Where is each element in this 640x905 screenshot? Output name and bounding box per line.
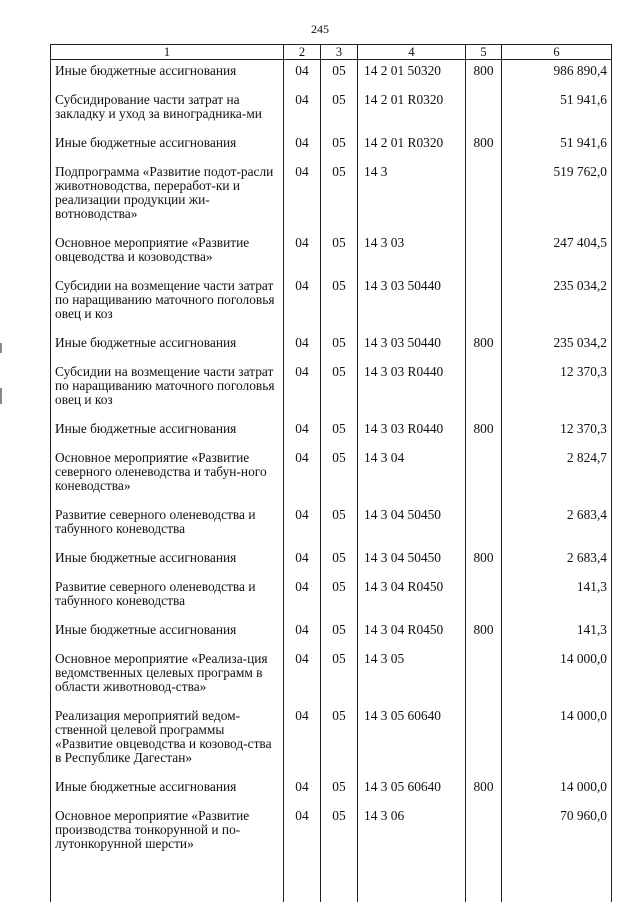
margin-mark xyxy=(0,343,2,353)
cell-expense-type xyxy=(466,365,502,422)
cell-amount: 235 034,2 xyxy=(502,279,612,336)
cell-subsection: 05 xyxy=(321,60,358,94)
cell-amount: 2 683,4 xyxy=(502,508,612,551)
table-row xyxy=(51,551,612,580)
empty-cell xyxy=(321,866,358,902)
cell-target-code: 14 2 01 R0320 xyxy=(358,136,466,165)
table-row xyxy=(51,422,612,451)
cell-subsection: 05 xyxy=(321,365,358,422)
table-row xyxy=(51,580,612,623)
table-row xyxy=(51,165,612,236)
cell-target-code: 14 3 06 xyxy=(358,809,466,866)
cell-section: 04 xyxy=(284,93,321,136)
cell-section: 04 xyxy=(284,365,321,422)
cell-name: Иные бюджетные ассигнования xyxy=(51,60,284,94)
cell-target-code: 14 3 05 60640 xyxy=(358,709,466,780)
cell-section: 04 xyxy=(284,580,321,623)
table-row xyxy=(51,652,612,709)
budget-table xyxy=(50,44,612,902)
table-row xyxy=(51,780,612,809)
table-row xyxy=(51,136,612,165)
cell-name: Субсидирование части затрат на закладку и уход за виноградника-ми xyxy=(51,93,284,136)
cell-amount: 14 000,0 xyxy=(502,652,612,709)
empty-cell xyxy=(502,866,612,902)
cell-amount: 247 404,5 xyxy=(502,236,612,279)
cell-subsection: 05 xyxy=(321,236,358,279)
empty-cell xyxy=(51,866,284,902)
cell-amount: 14 000,0 xyxy=(502,709,612,780)
cell-target-code: 14 2 01 R0320 xyxy=(358,93,466,136)
cell-subsection: 05 xyxy=(321,136,358,165)
cell-name: Иные бюджетные ассигнования xyxy=(51,780,284,809)
cell-name: Основное мероприятие «Реализа-ция ведомственных целевых программ в области животновод-ства» xyxy=(51,652,284,709)
cell-section: 04 xyxy=(284,809,321,866)
cell-expense-type xyxy=(466,279,502,336)
table-row xyxy=(51,451,612,508)
table-row-spacer xyxy=(51,866,612,902)
cell-name: Иные бюджетные ассигнования xyxy=(51,422,284,451)
col-header-6: 6 xyxy=(502,45,612,60)
cell-target-code: 14 3 05 xyxy=(358,652,466,709)
cell-subsection: 05 xyxy=(321,809,358,866)
cell-target-code: 14 3 03 R0440 xyxy=(358,422,466,451)
cell-target-code: 14 3 04 R0450 xyxy=(358,623,466,652)
cell-subsection: 05 xyxy=(321,551,358,580)
cell-section: 04 xyxy=(284,279,321,336)
cell-section: 04 xyxy=(284,780,321,809)
cell-section: 04 xyxy=(284,623,321,652)
empty-cell xyxy=(358,866,466,902)
table-row xyxy=(51,623,612,652)
cell-amount: 141,3 xyxy=(502,580,612,623)
cell-target-code: 14 3 xyxy=(358,165,466,236)
cell-expense-type xyxy=(466,165,502,236)
cell-expense-type xyxy=(466,236,502,279)
table-body xyxy=(51,60,612,903)
cell-target-code: 14 2 01 50320 xyxy=(358,60,466,94)
table-row xyxy=(51,236,612,279)
margin-mark xyxy=(0,388,2,404)
cell-name: Иные бюджетные ассигнования xyxy=(51,551,284,580)
cell-subsection: 05 xyxy=(321,165,358,236)
cell-amount: 12 370,3 xyxy=(502,365,612,422)
cell-target-code: 14 3 03 xyxy=(358,236,466,279)
cell-subsection: 05 xyxy=(321,279,358,336)
table-row xyxy=(51,60,612,94)
cell-subsection: 05 xyxy=(321,580,358,623)
cell-name: Субсидии на возмещение части затрат по наращиванию маточного поголовья овец и коз xyxy=(51,279,284,336)
cell-name: Основное мероприятие «Развитие северного оленеводства и табун-ного коневодства» xyxy=(51,451,284,508)
cell-expense-type: 800 xyxy=(466,336,502,365)
cell-section: 04 xyxy=(284,652,321,709)
table-row xyxy=(51,93,612,136)
cell-target-code: 14 3 04 R0450 xyxy=(358,580,466,623)
cell-expense-type: 800 xyxy=(466,136,502,165)
cell-expense-type: 800 xyxy=(466,623,502,652)
cell-expense-type: 800 xyxy=(466,60,502,94)
cell-subsection: 05 xyxy=(321,652,358,709)
cell-expense-type xyxy=(466,580,502,623)
cell-amount: 2 683,4 xyxy=(502,551,612,580)
cell-expense-type xyxy=(466,93,502,136)
cell-name: Подпрограмма «Развитие подот-расли животноводства, переработ-ки и реализации продукции жи-вотноводства» xyxy=(51,165,284,236)
cell-amount: 14 000,0 xyxy=(502,780,612,809)
cell-subsection: 05 xyxy=(321,93,358,136)
cell-subsection: 05 xyxy=(321,780,358,809)
cell-section: 04 xyxy=(284,709,321,780)
cell-name: Иные бюджетные ассигнования xyxy=(51,336,284,365)
cell-target-code: 14 3 04 50450 xyxy=(358,551,466,580)
cell-expense-type xyxy=(466,451,502,508)
cell-subsection: 05 xyxy=(321,422,358,451)
cell-name: Развитие северного оленеводства и табунного коневодства xyxy=(51,580,284,623)
cell-expense-type xyxy=(466,809,502,866)
empty-cell xyxy=(466,866,502,902)
cell-section: 04 xyxy=(284,551,321,580)
table-row xyxy=(51,336,612,365)
cell-target-code: 14 3 04 xyxy=(358,451,466,508)
cell-section: 04 xyxy=(284,508,321,551)
cell-expense-type: 800 xyxy=(466,422,502,451)
cell-amount: 2 824,7 xyxy=(502,451,612,508)
cell-target-code: 14 3 03 50440 xyxy=(358,279,466,336)
cell-section: 04 xyxy=(284,136,321,165)
cell-amount: 519 762,0 xyxy=(502,165,612,236)
table-row xyxy=(51,365,612,422)
cell-section: 04 xyxy=(284,165,321,236)
cell-amount: 141,3 xyxy=(502,623,612,652)
cell-subsection: 05 xyxy=(321,709,358,780)
cell-name: Иные бюджетные ассигнования xyxy=(51,136,284,165)
cell-section: 04 xyxy=(284,236,321,279)
empty-cell xyxy=(284,866,321,902)
cell-name: Развитие северного оленеводства и табунного коневодства xyxy=(51,508,284,551)
cell-name: Основное мероприятие «Развитие производства тонкорунной и по-лутонкорунной шерсти» xyxy=(51,809,284,866)
cell-amount: 235 034,2 xyxy=(502,336,612,365)
table-row xyxy=(51,508,612,551)
cell-name: Основное мероприятие «Развитие овцеводства и козоводства» xyxy=(51,236,284,279)
cell-section: 04 xyxy=(284,451,321,508)
cell-amount: 70 960,0 xyxy=(502,809,612,866)
page-number: 245 xyxy=(311,22,329,36)
cell-amount: 51 941,6 xyxy=(502,136,612,165)
cell-target-code: 14 3 05 60640 xyxy=(358,780,466,809)
cell-amount: 12 370,3 xyxy=(502,422,612,451)
cell-name: Субсидии на возмещение части затрат по наращиванию маточного поголовья овец и коз xyxy=(51,365,284,422)
cell-subsection: 05 xyxy=(321,336,358,365)
cell-target-code: 14 3 03 R0440 xyxy=(358,365,466,422)
cell-amount: 51 941,6 xyxy=(502,93,612,136)
cell-target-code: 14 3 03 50440 xyxy=(358,336,466,365)
cell-subsection: 05 xyxy=(321,451,358,508)
cell-expense-type: 800 xyxy=(466,780,502,809)
col-header-3: 3 xyxy=(321,45,358,60)
cell-target-code: 14 3 04 50450 xyxy=(358,508,466,551)
table-row xyxy=(51,279,612,336)
col-header-4: 4 xyxy=(358,45,466,60)
cell-subsection: 05 xyxy=(321,508,358,551)
cell-name: Реализация мероприятий ведом-ственной целевой программы «Развитие овцеводства и козовод-ства в Республике Дагестан» xyxy=(51,709,284,780)
col-header-1: 1 xyxy=(51,45,284,60)
cell-expense-type xyxy=(466,652,502,709)
header-row xyxy=(51,45,612,60)
cell-section: 04 xyxy=(284,422,321,451)
cell-expense-type xyxy=(466,508,502,551)
cell-expense-type: 800 xyxy=(466,551,502,580)
table-row xyxy=(51,709,612,780)
col-header-5: 5 xyxy=(466,45,502,60)
cell-subsection: 05 xyxy=(321,623,358,652)
col-header-2: 2 xyxy=(284,45,321,60)
cell-section: 04 xyxy=(284,336,321,365)
cell-expense-type xyxy=(466,709,502,780)
table-row xyxy=(51,809,612,866)
cell-amount: 986 890,4 xyxy=(502,60,612,94)
cell-section: 04 xyxy=(284,60,321,94)
cell-name: Иные бюджетные ассигнования xyxy=(51,623,284,652)
